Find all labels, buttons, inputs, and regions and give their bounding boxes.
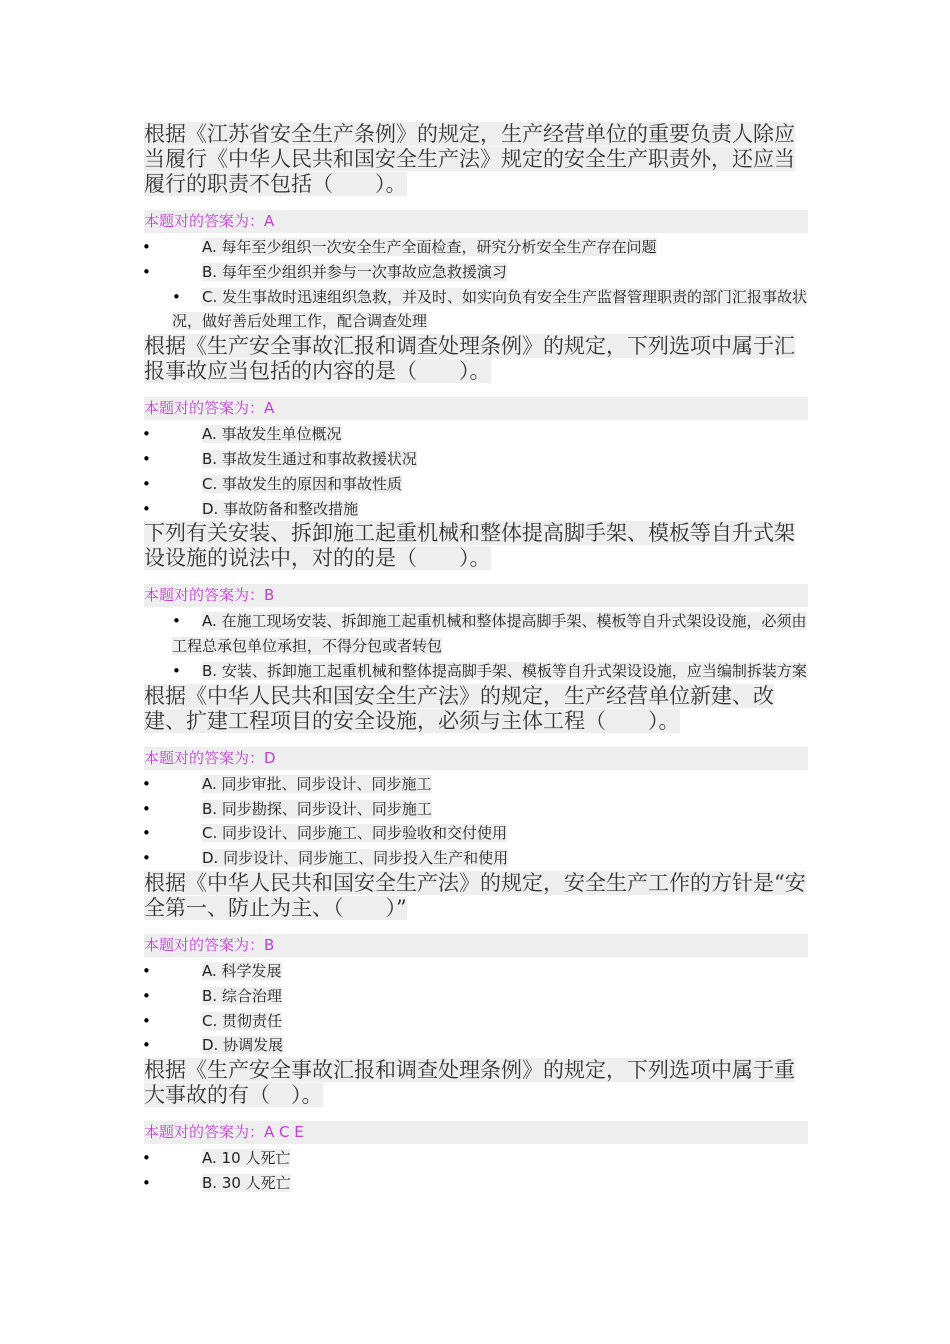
- correct-answer: 本题对的答案为：A: [144, 210, 808, 233]
- option-item: [144, 1009, 808, 1034]
- option-list: [144, 422, 808, 521]
- option-text: D. 事故防备和整改措施: [202, 499, 359, 518]
- option-text: A. 10 人死亡: [202, 1149, 291, 1168]
- option-text: B. 事故发生通过和事故救援状况: [202, 449, 417, 468]
- correct-answer: 本题对的答案为：B: [144, 934, 808, 957]
- option-list: [144, 609, 808, 683]
- option-item: [144, 609, 808, 659]
- correct-answer: 本题对的答案为：A C E: [144, 1121, 808, 1144]
- question-block: [144, 122, 808, 334]
- option-item: [144, 659, 808, 684]
- option-item: [144, 472, 808, 497]
- option-item: [144, 235, 808, 260]
- option-item: [144, 1033, 808, 1058]
- option-item: [144, 285, 808, 335]
- question-block: [144, 521, 808, 683]
- question-text: [144, 521, 808, 571]
- option-text: B. 安装、拆卸施工起重机械和整体提高脚手架、模板等自升式架设设施，应当编制拆装方案: [202, 661, 807, 680]
- question-text-content: 根据《中华人民共和国安全生产法》的规定，安全生产工作的方针是“安全第一、防止为主、（ ）”: [144, 870, 806, 920]
- option-text: B. 30 人死亡: [202, 1173, 291, 1192]
- correct-answer: 本题对的答案为：A: [144, 397, 808, 420]
- option-item: [144, 797, 808, 822]
- question-text-content: 根据《江苏省安全生产条例》的规定，生产经营单位的重要负责人除应当履行《中华人民共和国安全生产法》规定的安全生产职责外，还应当履行的职责不包括（ ）。: [144, 122, 795, 196]
- option-text: C. 发生事故时迅速组织急救，并及时、如实向负有安全生产监督管理职责的部门汇报事故状况，做好善后处理工作，配合调查处理: [172, 287, 808, 331]
- option-item: [144, 260, 808, 285]
- option-text: B. 同步勘探、同步设计、同步施工: [202, 799, 432, 818]
- option-text: C. 贯彻责任: [202, 1011, 283, 1030]
- option-text: D. 协调发展: [202, 1036, 284, 1055]
- option-item: [144, 959, 808, 984]
- question-text-content: 根据《生产安全事故汇报和调查处理条例》的规定，下列选项中属于汇报事故应当包括的内容的是（ ）。: [144, 334, 795, 384]
- question-text-content: 下列有关安装、拆卸施工起重机械和整体提高脚手架、模板等自升式架设设施的说法中，对的的是（ ）。: [144, 521, 795, 571]
- option-item: [144, 497, 808, 522]
- option-list: [144, 235, 808, 334]
- question-text: [144, 684, 808, 734]
- option-item: [144, 984, 808, 1009]
- question-text: [144, 871, 808, 921]
- question-block: [144, 684, 808, 871]
- option-text: D. 同步设计、同步施工、同步投入生产和使用: [202, 849, 509, 868]
- option-item: [144, 1146, 808, 1171]
- option-text: A. 科学发展: [202, 961, 282, 980]
- option-text: A. 同步审批、同步设计、同步施工: [202, 774, 432, 793]
- option-text: C. 事故发生的原因和事故性质: [202, 474, 403, 493]
- question-block: [144, 1058, 808, 1196]
- option-item: [144, 1171, 808, 1196]
- option-text: B. 综合治理: [202, 986, 282, 1005]
- option-item: [144, 422, 808, 447]
- correct-answer: 本题对的答案为：D: [144, 747, 808, 770]
- question-text-content: 根据《生产安全事故汇报和调查处理条例》的规定，下列选项中属于重大事故的有（ ）。: [144, 1058, 795, 1108]
- option-text: B. 每年至少组织并参与一次事故应急救援演习: [202, 262, 507, 281]
- question-block: [144, 871, 808, 1058]
- question-text: [144, 334, 808, 384]
- option-list: [144, 1146, 808, 1196]
- question-text: [144, 122, 808, 197]
- question-block: [144, 334, 808, 521]
- option-text: C. 同步设计、同步施工、同步验收和交付使用: [202, 824, 508, 843]
- document-body: [144, 122, 808, 1196]
- option-item: [144, 772, 808, 797]
- option-item: [144, 846, 808, 871]
- option-text: A. 每年至少组织一次安全生产全面检查，研究分析安全生产存在问题: [202, 238, 657, 256]
- option-item: [144, 821, 808, 846]
- option-item: [144, 447, 808, 472]
- option-text: A. 事故发生单位概况: [202, 425, 342, 444]
- option-text: A. 在施工现场安装、拆卸施工起重机械和整体提高脚手架、模板等自升式架设设施，必须由工程总承包单位承担，不得分包或者转包: [172, 612, 807, 656]
- option-list: [144, 959, 808, 1058]
- option-list: [144, 772, 808, 871]
- question-text: [144, 1058, 808, 1108]
- correct-answer: 本题对的答案为：B: [144, 584, 808, 607]
- question-text-content: 根据《中华人民共和国安全生产法》的规定，生产经营单位新建、改建、扩建工程项目的安全设施，必须与主体工程（ ）。: [144, 683, 774, 733]
